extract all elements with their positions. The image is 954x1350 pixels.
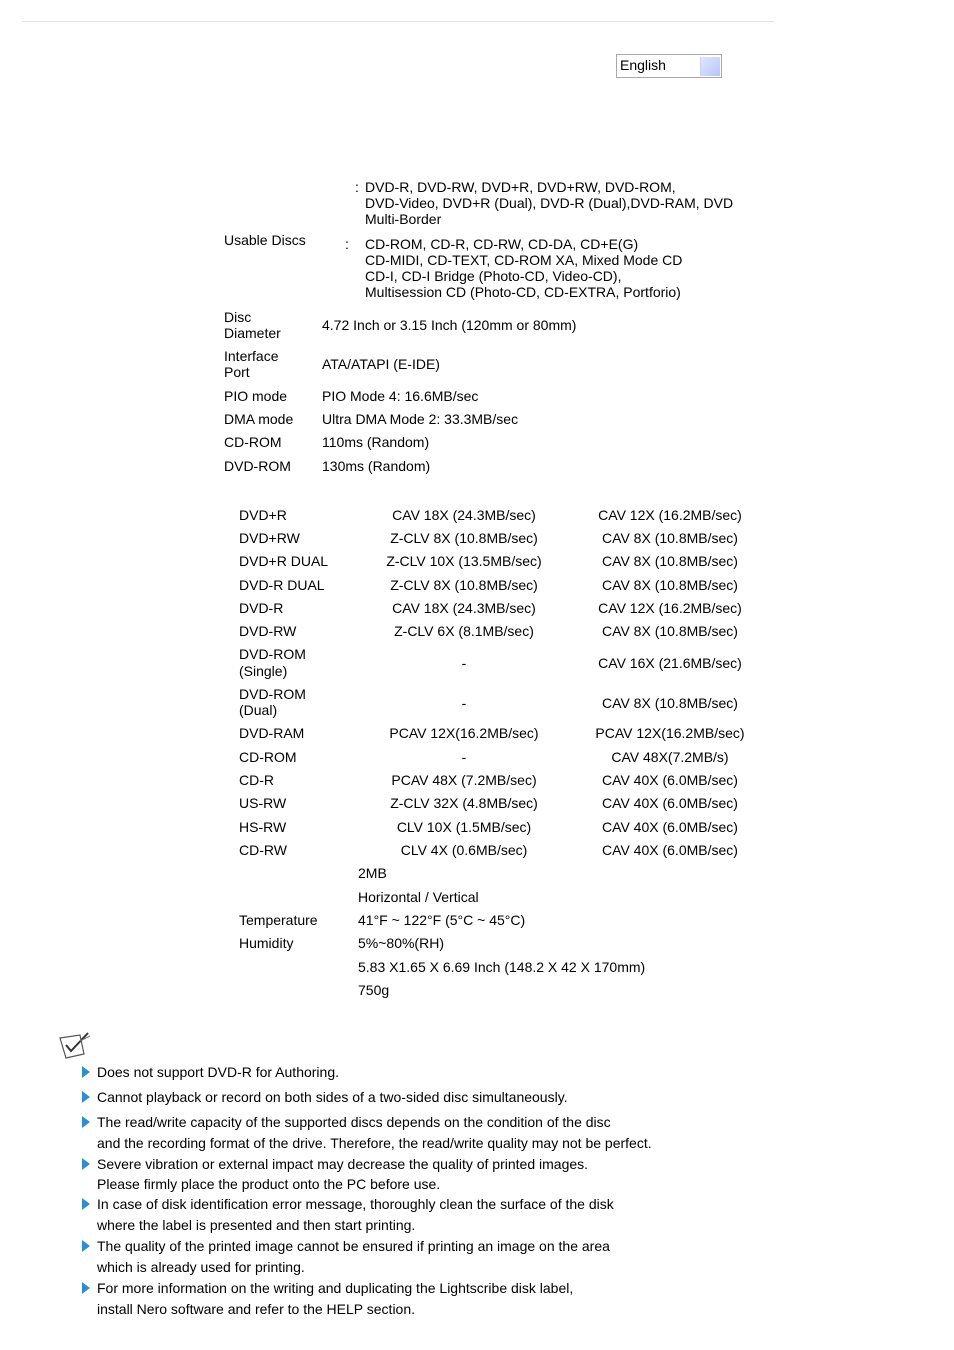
read-speed-cell: CAV 8X (10.8MB/sec) (602, 695, 738, 711)
spec-label: DMA mode (224, 411, 294, 427)
blue-triangle-bullet-icon (82, 1091, 90, 1103)
write-speed-cell: - (461, 655, 467, 671)
read-speed-cell: CAV 40X (6.0MB/sec) (602, 819, 738, 835)
cd-disc-line: CD-ROM, CD-R, CD-RW, CD-DA, CD+E(G) (365, 236, 639, 252)
misc-value: 2MB (358, 865, 387, 881)
write-speed-cell: CAV 18X (24.3MB/sec) (392, 507, 536, 523)
media-cell: CD-RW (239, 842, 287, 858)
note-text: install Nero software and refer to the HELP section. (97, 1301, 416, 1317)
spec-value: PIO Mode 4: 16.6MB/sec (322, 388, 479, 404)
write-speed-cell: - (461, 695, 467, 711)
usable-discs-label: Usable Discs (224, 232, 306, 248)
blue-triangle-bullet-icon (82, 1240, 90, 1252)
table-row (239, 772, 759, 790)
list-item (82, 1087, 782, 1108)
read-speed-cell: CAV 40X (6.0MB/sec) (602, 795, 738, 811)
cd-disc-line: CD-MIDI, CD-TEXT, CD-ROM XA, Mixed Mode CD (365, 252, 683, 268)
spec-value: Ultra DMA Mode 2: 33.3MB/sec (322, 411, 519, 427)
list-item (82, 1194, 782, 1236)
table-row (239, 842, 759, 860)
misc-value: 750g (358, 982, 390, 998)
media-cell: DVD+RW (239, 530, 300, 546)
note-text: The read/write capacity of the supported discs depends on the condition of the disc (97, 1114, 611, 1130)
read-speed-cell: CAV 16X (21.6MB/sec) (598, 655, 742, 671)
dvd-disc-line: DVD-Video, DVD+R (Dual), DVD-R (Dual),DVD-RAM, DVD (365, 195, 734, 211)
read-speed-cell: CAV 8X (10.8MB/sec) (602, 623, 738, 639)
table-row (239, 553, 759, 571)
misc-label: Temperature (239, 912, 318, 928)
spec-value: 110ms (Random) (322, 434, 430, 450)
table-row (239, 795, 759, 813)
cd-disc-line: Multisession CD (Photo-CD, CD-EXTRA, Portforio) (365, 284, 681, 300)
table-row (239, 507, 759, 525)
table-row (239, 623, 759, 641)
media-cell: DVD-R (239, 600, 284, 616)
list-item (82, 1112, 782, 1154)
write-speed-cell: CLV 10X (1.5MB/sec) (396, 819, 532, 835)
note-text: In case of disk identification error message, thoroughly clean the surface of the disk (97, 1196, 614, 1212)
write-speed-cell: CAV 18X (24.3MB/sec) (392, 600, 536, 616)
spec-value: 130ms (Random) (322, 458, 431, 474)
list-item (82, 1062, 782, 1083)
read-speed-cell: CAV 12X (16.2MB/sec) (598, 600, 742, 616)
list-item (82, 1278, 782, 1320)
spec-label: Diameter (224, 325, 281, 341)
write-speed-cell: Z-CLV 6X (8.1MB/sec) (394, 623, 534, 639)
blue-triangle-bullet-icon (82, 1116, 90, 1128)
read-speed-cell: CAV 8X (10.8MB/sec) (602, 577, 738, 593)
media-cell-sub: (Single) (239, 663, 288, 679)
read-speed-cell: CAV 48X(7.2MB/s) (611, 749, 729, 765)
spec-label: CD-ROM (224, 434, 282, 450)
note-text: Please firmly place the product onto the PC before use. (97, 1176, 441, 1192)
write-speed-cell: Z-CLV 10X (13.5MB/sec) (386, 553, 542, 569)
note-text: which is already used for printing. (97, 1259, 305, 1275)
misc-value: 41°F ~ 122°F (5°C ~ 45°C) (358, 912, 526, 928)
note-text: Does not support DVD-R for Authoring. (97, 1064, 340, 1080)
media-cell: HS-RW (239, 819, 287, 835)
write-speed-cell: Z-CLV 8X (10.8MB/sec) (390, 577, 538, 593)
table-row (239, 646, 759, 680)
spec-label: PIO mode (224, 388, 288, 404)
table-row (239, 600, 759, 618)
note-text: Severe vibration or external impact may decrease the quality of printed images. (97, 1156, 589, 1172)
table-row (239, 819, 759, 837)
spec-value: 4.72 Inch or 3.15 Inch (120mm or 80mm) (322, 317, 577, 333)
write-speed-cell: Z-CLV 8X (10.8MB/sec) (390, 530, 538, 546)
read-speed-cell: CAV 12X (16.2MB/sec) (598, 507, 742, 523)
read-speed-cell: PCAV 12X(16.2MB/sec) (595, 725, 745, 741)
spec-value: ATA/ATAPI (E-IDE) (322, 356, 440, 372)
misc-label: Humidity (239, 935, 294, 951)
list-item (82, 1154, 782, 1194)
media-cell: CD-R (239, 772, 274, 788)
misc-value: 5%~80%(RH) (358, 935, 444, 951)
note-text: where the label is presented and then start printing. (97, 1217, 416, 1233)
dvd-disc-line: DVD-R, DVD-RW, DVD+R, DVD+RW, DVD-ROM, (365, 179, 676, 195)
write-speed-cell: - (461, 749, 467, 765)
read-speed-cell: CAV 8X (10.8MB/sec) (602, 530, 738, 546)
table-row (239, 577, 759, 595)
spec-label: Port (224, 364, 250, 380)
dropdown-button-icon[interactable] (700, 57, 720, 76)
media-cell: DVD-RW (239, 623, 297, 639)
spec-label: Interface (224, 348, 279, 364)
media-cell: DVD+R (239, 507, 287, 523)
media-cell: DVD+R DUAL (239, 553, 329, 569)
language-select[interactable] (616, 54, 722, 78)
dvd-disc-line: Multi-Border (365, 211, 442, 227)
media-cell: CD-ROM (239, 749, 297, 765)
table-row (239, 749, 759, 767)
note-text: For more information on the writing and duplicating the Lightscribe disk label, (97, 1280, 574, 1296)
write-speed-cell: Z-CLV 32X (4.8MB/sec) (390, 795, 538, 811)
read-speed-cell: CAV 40X (6.0MB/sec) (602, 842, 738, 858)
write-speed-cell: CLV 4X (0.6MB/sec) (400, 842, 528, 858)
note-check-icon (58, 1032, 92, 1060)
dvd-colon: : (355, 179, 359, 195)
list-item (82, 1236, 782, 1278)
notes-list (82, 1062, 782, 1324)
table-row (239, 530, 759, 548)
media-cell: US-RW (239, 795, 287, 811)
media-cell: DVD-RAM (239, 725, 305, 741)
media-cell: DVD-ROM (239, 646, 306, 662)
blue-triangle-bullet-icon (82, 1158, 90, 1170)
misc-value: 5.83 X1.65 X 6.69 Inch (148.2 X 42 X 170mm) (358, 959, 646, 975)
blue-triangle-bullet-icon (82, 1066, 90, 1078)
write-speed-cell: PCAV 12X(16.2MB/sec) (389, 725, 539, 741)
media-cell: DVD-R DUAL (239, 577, 325, 593)
blue-triangle-bullet-icon (82, 1198, 90, 1210)
note-text: The quality of the printed image cannot be ensured if printing an image on the area (97, 1238, 610, 1254)
note-text: and the recording format of the drive. Therefore, the read/write quality may not be perfect. (97, 1135, 652, 1151)
cd-colon: : (345, 236, 349, 252)
write-speed-cell: PCAV 48X (7.2MB/sec) (391, 772, 537, 788)
media-cell-sub: (Dual) (239, 702, 278, 718)
cd-disc-line: CD-I, CD-I Bridge (Photo-CD, Video-CD), (365, 268, 622, 284)
table-row (239, 686, 759, 720)
blue-triangle-bullet-icon (82, 1282, 90, 1294)
spec-label: Disc (224, 309, 252, 325)
misc-value: Horizontal / Vertical (358, 889, 479, 905)
media-cell: DVD-ROM (239, 686, 306, 702)
read-speed-cell: CAV 40X (6.0MB/sec) (602, 772, 738, 788)
note-text: Cannot playback or record on both sides of a two-sided disc simultaneously. (97, 1089, 568, 1105)
top-divider (22, 21, 774, 22)
table-row (239, 725, 759, 743)
language-select-value: English (620, 57, 666, 73)
read-speed-cell: CAV 8X (10.8MB/sec) (602, 553, 738, 569)
spec-label: DVD-ROM (224, 458, 291, 474)
